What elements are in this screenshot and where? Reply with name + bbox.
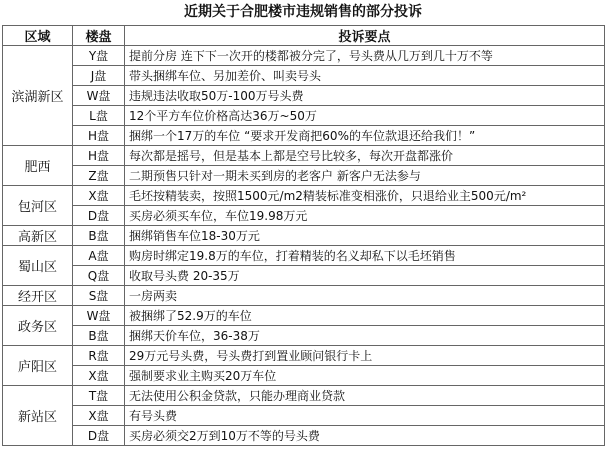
header-issue: 投诉要点 [125, 26, 605, 46]
project-cell: J盘 [73, 66, 125, 86]
district-cell: 滨湖新区 [3, 46, 73, 146]
table-row [3, 386, 605, 406]
issue-cell: 无法使用公积金贷款，只能办理商业贷款 [125, 386, 605, 406]
table-row [3, 306, 605, 326]
issue-cell: 12个平方车位价格高达36万~50万 [125, 106, 605, 126]
issue-cell: 捆绑一个17万的车位 “要求开发商把60%的车位款退还给我们！” [125, 126, 605, 146]
issue-cell: 带头捆绑车位、另加差价、叫卖号头 [125, 66, 605, 86]
project-cell: Q盘 [73, 266, 125, 286]
table-row [3, 366, 605, 386]
table-row [3, 206, 605, 226]
table-row [3, 166, 605, 186]
project-cell: A盘 [73, 246, 125, 266]
table-row [3, 346, 605, 366]
district-cell: 新站区 [3, 386, 73, 446]
issue-cell: 收取号头费 20-35万 [125, 266, 605, 286]
project-cell: B盘 [73, 326, 125, 346]
issue-cell: 购房时绑定19.8万的车位，打着精装的名义却私下以毛坯销售 [125, 246, 605, 266]
table-row [3, 186, 605, 206]
table-row [3, 86, 605, 106]
project-cell: W盘 [73, 306, 125, 326]
table-row [3, 106, 605, 126]
issue-cell: 买房必须买车位，车位19.98万元 [125, 206, 605, 226]
issue-cell: 提前分房 连下下一次开的楼都被分完了，号头费从几万到几十万不等 [125, 46, 605, 66]
header-row [3, 26, 605, 46]
table-row [3, 126, 605, 146]
project-cell: R盘 [73, 346, 125, 366]
table-row [3, 146, 605, 166]
table-row [3, 426, 605, 446]
table-row [3, 46, 605, 66]
issue-cell: 买房必须交2万到10万不等的号头费 [125, 426, 605, 446]
project-cell: W盘 [73, 86, 125, 106]
table-row [3, 226, 605, 246]
table-row [3, 406, 605, 426]
issue-cell: 强制要求业主购买20万车位 [125, 366, 605, 386]
table-row [3, 286, 605, 306]
issue-cell: 有号头费 [125, 406, 605, 426]
issue-cell: 二期预售只针对一期未买到房的老客户 新客户无法参与 [125, 166, 605, 186]
issue-cell: 一房两卖 [125, 286, 605, 306]
project-cell: D盘 [73, 206, 125, 226]
table-row [3, 266, 605, 286]
project-cell: L盘 [73, 106, 125, 126]
project-cell: Z盘 [73, 166, 125, 186]
project-cell: D盘 [73, 426, 125, 446]
project-cell: B盘 [73, 226, 125, 246]
page-title: 近期关于合肥楼市违规销售的部分投诉 [184, 4, 422, 20]
header-project: 楼盘 [73, 26, 125, 46]
issue-cell: 捆绑天价车位，36-38万 [125, 326, 605, 346]
table-row [3, 326, 605, 346]
district-cell: 包河区 [3, 186, 73, 226]
issue-cell: 违规违法收取50万-100万号头费 [125, 86, 605, 106]
project-cell: T盘 [73, 386, 125, 406]
district-cell: 蜀山区 [3, 246, 73, 286]
project-cell: H盘 [73, 126, 125, 146]
issue-cell: 捆绑销售车位18-30万元 [125, 226, 605, 246]
district-cell: 高新区 [3, 226, 73, 246]
issue-cell: 被捆绑了52.9万的车位 [125, 306, 605, 326]
project-cell: H盘 [73, 146, 125, 166]
project-cell: S盘 [73, 286, 125, 306]
project-cell: X盘 [73, 186, 125, 206]
issue-cell: 每次都是摇号，但是基本上都是空号比较多，每次开盘都涨价 [125, 146, 605, 166]
issue-cell: 毛坯按精装卖，按照1500元/m2精装标准变相涨价，只退给业主500元/m² [125, 186, 605, 206]
issue-cell: 29万元号头费，号头费打到置业顾问银行卡上 [125, 346, 605, 366]
project-cell: X盘 [73, 366, 125, 386]
district-cell: 政务区 [3, 306, 73, 346]
district-cell: 庐阳区 [3, 346, 73, 386]
table-row [3, 66, 605, 86]
complaints-table [2, 25, 605, 446]
header-district: 区域 [3, 26, 73, 46]
project-cell: X盘 [73, 406, 125, 426]
district-cell: 肥西 [3, 146, 73, 186]
district-cell: 经开区 [3, 286, 73, 306]
project-cell: Y盘 [73, 46, 125, 66]
table-row [3, 246, 605, 266]
